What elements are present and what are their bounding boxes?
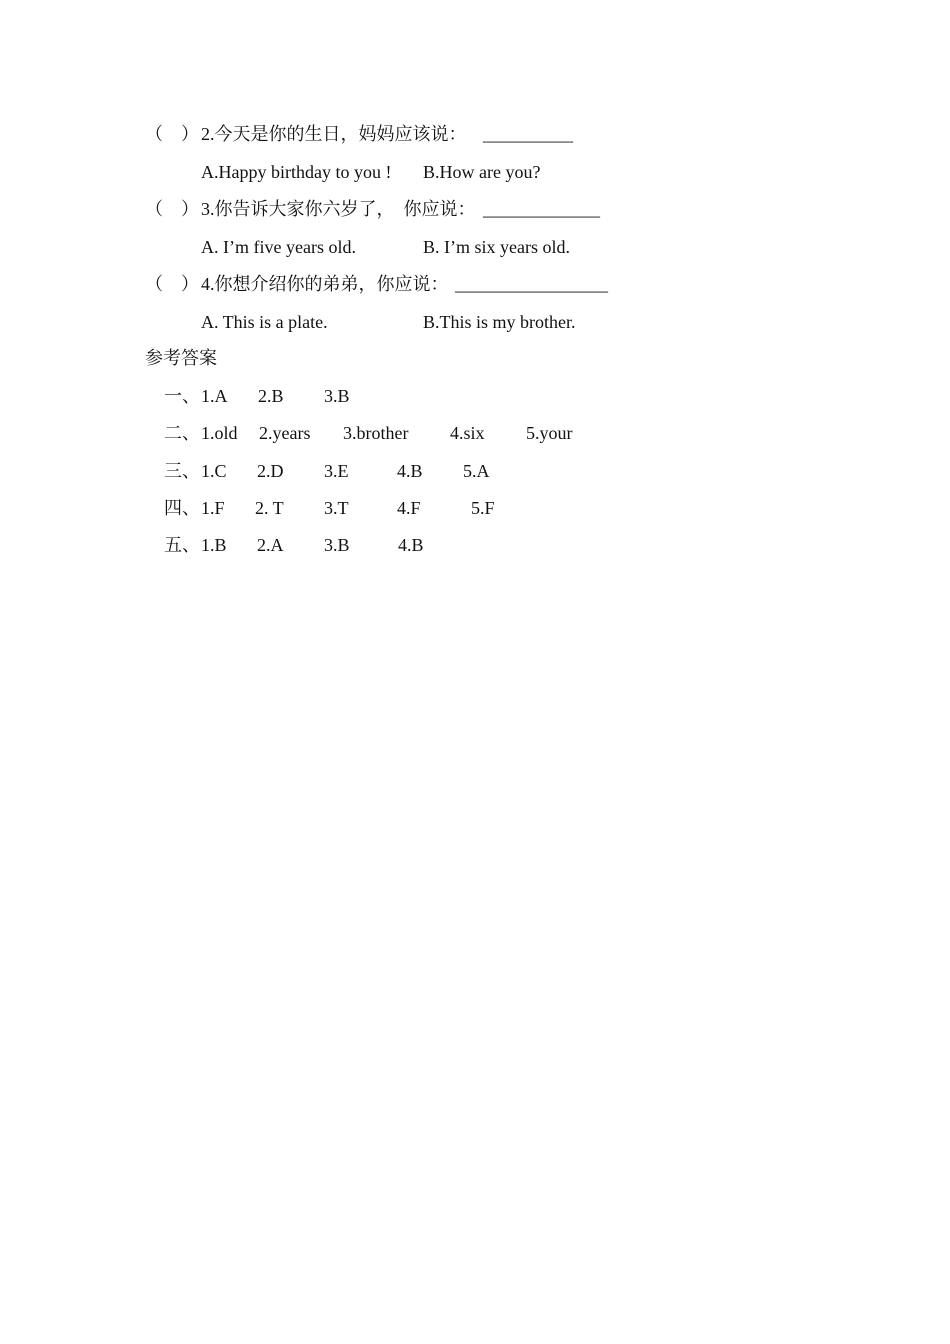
- option-b: B. I’m six years old.: [423, 237, 570, 257]
- answer-bracket: （ ）: [145, 124, 199, 144]
- answer-item: 3.brother: [343, 423, 409, 443]
- answer-item: 1.B: [201, 535, 227, 555]
- question-stem: 4.你想介绍你的弟弟，你应说：: [201, 274, 449, 294]
- answer-item: 4.B: [398, 535, 424, 555]
- answer-item: 3.B: [324, 386, 350, 406]
- answer-item: 2.A: [257, 535, 284, 555]
- answer-item: 1.F: [201, 498, 225, 518]
- answer-item: 4.F: [397, 498, 421, 518]
- answer-blank: _____________: [483, 199, 600, 219]
- question-stem: 2.今天是你的生日，妈妈应该说：: [201, 124, 467, 144]
- question-stem: 3.你告诉大家你六岁了， 你应说：: [201, 199, 476, 219]
- answer-item: 1.C: [201, 461, 227, 481]
- answer-item: 1.old: [201, 423, 238, 443]
- option-a: A.Happy birthday to you !: [201, 162, 392, 182]
- answer-item: 3.T: [324, 498, 349, 518]
- answer-row-label: 五、: [164, 535, 200, 555]
- answer-item: 3.B: [324, 535, 350, 555]
- answer-blank: _________________: [455, 274, 608, 294]
- answer-item: 2. T: [255, 498, 284, 518]
- answer-item: 5.F: [471, 498, 495, 518]
- answer-item: 1.A: [201, 386, 228, 406]
- answer-bracket: （ ）: [145, 274, 199, 294]
- answer-item: 2.B: [258, 386, 284, 406]
- answer-item: 3.E: [324, 461, 349, 481]
- option-b: B.This is my brother.: [423, 312, 576, 332]
- answer-item: 4.six: [450, 423, 485, 443]
- answer-item: 5.A: [463, 461, 490, 481]
- answer-row-label: 一、: [164, 386, 200, 406]
- answer-item: 4.B: [397, 461, 423, 481]
- option-a: A. This is a plate.: [201, 312, 328, 332]
- answer-item: 2.years: [259, 423, 311, 443]
- answers-title: 参考答案: [145, 348, 217, 368]
- answer-row-label: 四、: [164, 498, 200, 518]
- answer-item: 2.D: [257, 461, 284, 481]
- answer-blank: __________: [483, 124, 573, 144]
- answer-item: 5.your: [526, 423, 573, 443]
- answer-row-label: 三、: [164, 461, 200, 481]
- answer-bracket: （ ）: [145, 199, 199, 219]
- option-a: A. I’m five years old.: [201, 237, 356, 257]
- option-b: B.How are you?: [423, 162, 541, 182]
- answer-row-label: 二、: [164, 423, 200, 443]
